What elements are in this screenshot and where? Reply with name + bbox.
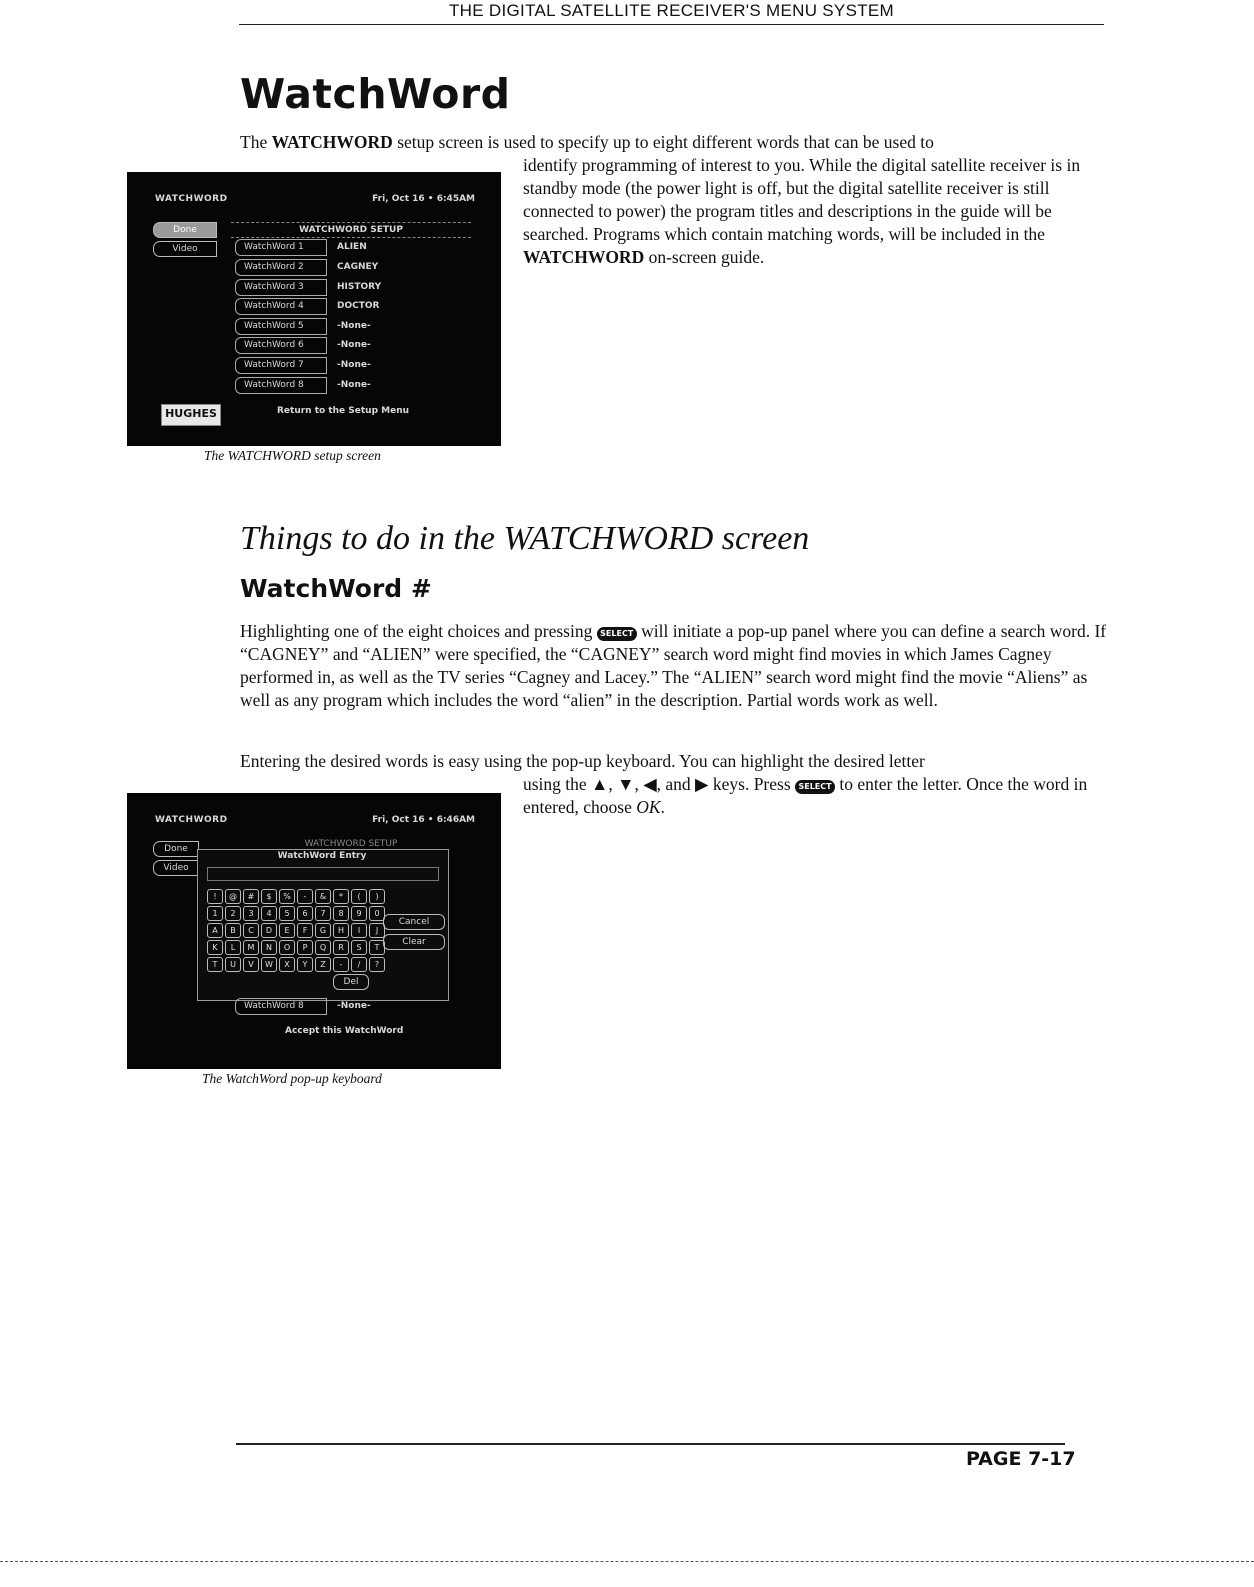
key: M xyxy=(243,940,259,955)
key: # xyxy=(243,889,259,904)
video-button: Video xyxy=(153,241,217,257)
key: ) xyxy=(369,889,385,904)
key: ? xyxy=(369,957,385,972)
screen-footer: Accept this WatchWord xyxy=(285,1026,404,1036)
key: H xyxy=(333,923,349,938)
key: A xyxy=(207,923,223,938)
intro-text: The xyxy=(240,132,272,152)
key: U xyxy=(225,957,241,972)
paragraph-keyboard-line1: Entering the desired words is easy using the pop-up keyboard. You can highlight the desired letter xyxy=(240,751,925,771)
row-label: WatchWord 6 xyxy=(235,337,327,354)
key: - xyxy=(333,957,349,972)
intro-bold-term: WATCHWORD xyxy=(523,247,645,267)
section-heading: Things to do in the WATCHWORD screen xyxy=(240,520,810,557)
key: 9 xyxy=(351,906,367,921)
intro-bold-term: WATCHWORD xyxy=(271,132,393,152)
screen-title: WATCHWORD xyxy=(155,194,228,204)
figure-caption: The WatchWord pop-up keyboard xyxy=(202,1071,382,1086)
key: B xyxy=(225,923,241,938)
figure-caption: The WATCHWORD setup screen xyxy=(204,448,381,463)
row-value: -None- xyxy=(337,321,371,331)
screen-footer: Return to the Setup Menu xyxy=(277,406,410,416)
paragraph-text: will initiate a pop-up panel where you can define a search word. If “CAGNEY” and “ALIEN” were specified, the “CAGNEY” search word might find movies in which James Cagney performed in, as well as the TV series “Cagney and Lacey.” The “ALIEN” search word might find the movie “Aliens” as well as any program which includes the word “alien” in the description. Partial words work as well. xyxy=(240,621,1107,710)
key: C xyxy=(243,923,259,938)
page-title: WatchWord xyxy=(240,70,511,118)
entry-field xyxy=(207,867,439,881)
screen-clock: Fri, Oct 16 • 6:46AM xyxy=(372,815,475,825)
keyboard-row xyxy=(207,940,385,955)
watchword-row xyxy=(235,998,371,1013)
key: & xyxy=(315,889,331,904)
key: W xyxy=(261,957,277,972)
keyboard-grid xyxy=(207,889,385,974)
panel-title: WATCHWORD SETUP xyxy=(231,222,471,238)
paragraph-text: Highlighting one of the eight choices and pressing xyxy=(240,621,597,641)
page-bottom-edge xyxy=(0,1561,1254,1562)
panel-title: WATCHWORD SETUP xyxy=(304,839,398,849)
key: 3 xyxy=(243,906,259,921)
del-button: Del xyxy=(333,974,369,990)
row-label: WatchWord 8 xyxy=(235,998,327,1015)
popup-title: WatchWord Entry xyxy=(277,851,367,861)
key: 8 xyxy=(333,906,349,921)
key: Y xyxy=(297,957,313,972)
watchword-row xyxy=(235,239,367,254)
done-button: Done xyxy=(153,841,199,857)
intro-paragraph-line1 xyxy=(240,131,1120,154)
key: - xyxy=(297,889,313,904)
paragraph-text: . xyxy=(660,797,665,817)
key: @ xyxy=(225,889,241,904)
key: ! xyxy=(207,889,223,904)
done-button: Done xyxy=(153,222,217,238)
video-button: Video xyxy=(153,860,199,876)
row-label: WatchWord 8 xyxy=(235,377,327,394)
row-label: WatchWord 7 xyxy=(235,357,327,374)
watchword-row xyxy=(235,377,371,392)
key: R xyxy=(333,940,349,955)
key: N xyxy=(261,940,277,955)
key: Z xyxy=(315,957,331,972)
key: / xyxy=(351,957,367,972)
clear-button: Clear xyxy=(383,934,445,950)
watchword-row xyxy=(235,259,378,274)
key: I xyxy=(351,923,367,938)
row-value: -None- xyxy=(337,340,371,350)
intro-text: identify programming of interest to you. While the digital satellite receiver is in standby mode (the power light is off, but the digital satellite receiver is still connected to power) the program titles and descriptions in the guide will be searched. Programs which contain matching words, will be included in the xyxy=(523,155,1081,244)
row-value: -None- xyxy=(337,380,371,390)
row-value: -None- xyxy=(337,360,371,370)
paragraph-text: to enter the letter. Once the word in entered, choose xyxy=(523,774,1088,817)
watchword-setup-screenshot xyxy=(127,172,501,446)
row-label: WatchWord 3 xyxy=(235,279,327,296)
row-label: WatchWord 5 xyxy=(235,318,327,335)
intro-paragraph-continued xyxy=(523,154,1113,269)
key: J xyxy=(369,923,385,938)
key: 6 xyxy=(297,906,313,921)
key: D xyxy=(261,923,277,938)
row-label: WatchWord 1 xyxy=(235,239,327,256)
row-value: DOCTOR xyxy=(337,301,380,311)
key: G xyxy=(315,923,331,938)
key: % xyxy=(279,889,295,904)
watchword-row xyxy=(235,357,371,372)
key: 5 xyxy=(279,906,295,921)
select-button-icon: SELECT xyxy=(597,627,637,641)
key: 4 xyxy=(261,906,277,921)
paragraph-watchword-number xyxy=(240,620,1120,712)
page-number: PAGE 7-17 xyxy=(966,1448,1076,1470)
keyboard-row xyxy=(207,889,385,904)
key: 0 xyxy=(369,906,385,921)
row-value: -None- xyxy=(337,1001,371,1011)
watchword-row xyxy=(235,318,371,333)
intro-text: setup screen is used to specify up to eight different words that can be used to xyxy=(392,132,934,152)
row-label: WatchWord 4 xyxy=(235,298,327,315)
key: O xyxy=(279,940,295,955)
keyboard-row xyxy=(207,923,385,938)
watchword-row xyxy=(235,337,371,352)
screen-clock: Fri, Oct 16 • 6:45AM xyxy=(372,194,475,204)
key: ( xyxy=(351,889,367,904)
row-value: ALIEN xyxy=(337,242,367,252)
paragraph-keyboard-continued xyxy=(523,773,1113,819)
select-button-icon: SELECT xyxy=(795,780,835,794)
key: K xyxy=(207,940,223,955)
key: * xyxy=(333,889,349,904)
key: F xyxy=(297,923,313,938)
key: T xyxy=(207,957,223,972)
key: L xyxy=(225,940,241,955)
keyboard-row xyxy=(207,906,385,921)
key: $ xyxy=(261,889,277,904)
paragraph-text: using the ▲, ▼, ◀, and ▶ keys. Press xyxy=(523,774,796,794)
row-label: WatchWord 2 xyxy=(235,259,327,276)
key: Q xyxy=(315,940,331,955)
keyboard-row xyxy=(207,957,385,972)
key: 1 xyxy=(207,906,223,921)
ok-option: OK xyxy=(636,797,661,817)
key: X xyxy=(279,957,295,972)
watchword-row xyxy=(235,279,381,294)
cancel-button: Cancel xyxy=(383,914,445,930)
screen-title: WATCHWORD xyxy=(155,815,228,825)
watchword-row xyxy=(235,298,379,313)
hughes-logo: HUGHES xyxy=(161,404,221,426)
row-value: CAGNEY xyxy=(337,262,379,272)
key: V xyxy=(243,957,259,972)
running-header: THE DIGITAL SATELLITE RECEIVER'S MENU SYSTEM xyxy=(239,0,1104,25)
watchword-keyboard-screenshot xyxy=(127,793,501,1069)
key: P xyxy=(297,940,313,955)
key: T xyxy=(369,940,385,955)
key: E xyxy=(279,923,295,938)
key: S xyxy=(351,940,367,955)
intro-text: on-screen guide. xyxy=(644,247,765,267)
footer-rule xyxy=(236,1443,1065,1445)
key: 7 xyxy=(315,906,331,921)
sub-heading: WatchWord # xyxy=(240,574,432,603)
row-value: HISTORY xyxy=(337,282,382,292)
key: 2 xyxy=(225,906,241,921)
